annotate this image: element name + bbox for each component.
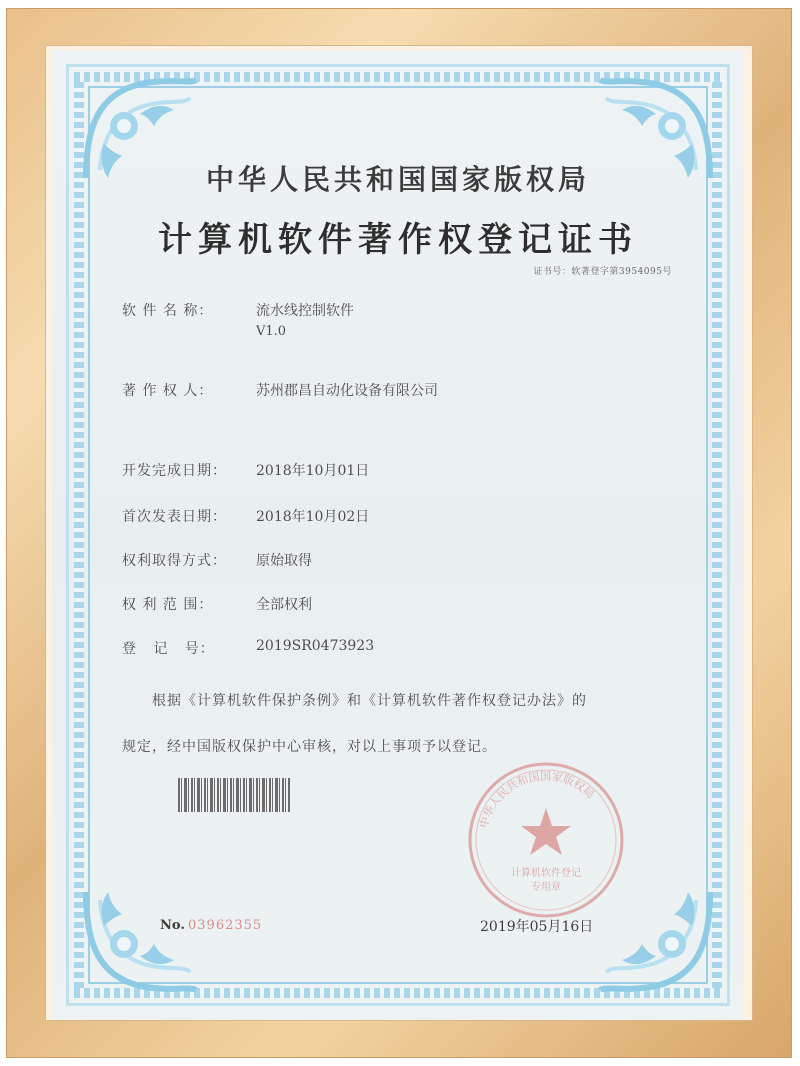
field-value-copyright-owner: 苏州郡昌自动化设备有限公司 bbox=[256, 383, 438, 399]
certificate-paper bbox=[52, 50, 744, 1020]
svg-text:专用章: 专用章 bbox=[531, 882, 561, 893]
field-value-completion-date: 2018年10月01日 bbox=[256, 463, 370, 479]
field-label-software-name: 软 件 名 称： bbox=[122, 303, 214, 319]
svg-text:计算机软件登记: 计算机软件登记 bbox=[511, 868, 581, 879]
statement-line-2: 规定，经中国版权保护中心审核，对以上事项予以登记。 bbox=[122, 739, 497, 755]
svg-text:中华人民共和国国家版权局: 中华人民共和国国家版权局 bbox=[477, 769, 597, 830]
field-label-publish-date: 首次发表日期： bbox=[122, 509, 227, 525]
corner-ornament-icon bbox=[80, 886, 200, 996]
issue-date: 2019年05月16日 bbox=[480, 919, 594, 935]
field-label-completion-date: 开发完成日期： bbox=[122, 463, 227, 479]
certificate-title: 计算机软件著作权登记证书 bbox=[158, 220, 638, 260]
certificate-number: 证书号：软著登字第3954095号 bbox=[533, 267, 672, 277]
field-value-acquisition-method: 原始取得 bbox=[256, 553, 312, 569]
field-label-copyright-owner: 著 作 权 人： bbox=[122, 383, 214, 399]
field-label-registration-number: 登 记 号： bbox=[122, 641, 215, 657]
field-label-acquisition-method: 权利取得方式： bbox=[122, 553, 227, 569]
field-value-registration-number: 2019SR0473923 bbox=[256, 638, 375, 654]
issuer-title: 中华人民共和国国家版权局 bbox=[205, 163, 590, 196]
field-value-software-name: 流水线控制软件 bbox=[256, 303, 354, 319]
statement-line-1: 根据《计算机软件保护条例》和《计算机软件著作权登记办法》的 bbox=[152, 693, 587, 709]
barcode bbox=[178, 778, 290, 812]
field-value-publish-date: 2018年10月02日 bbox=[256, 509, 370, 525]
official-seal-icon bbox=[464, 758, 628, 922]
field-value-rights-scope: 全部权利 bbox=[256, 597, 312, 613]
field-label-rights-scope: 权 利 范 围： bbox=[122, 597, 214, 613]
serial-number-label: No. bbox=[160, 918, 185, 933]
field-value-software-version: V1.0 bbox=[256, 324, 287, 339]
serial-number-value: 03962355 bbox=[188, 918, 263, 933]
